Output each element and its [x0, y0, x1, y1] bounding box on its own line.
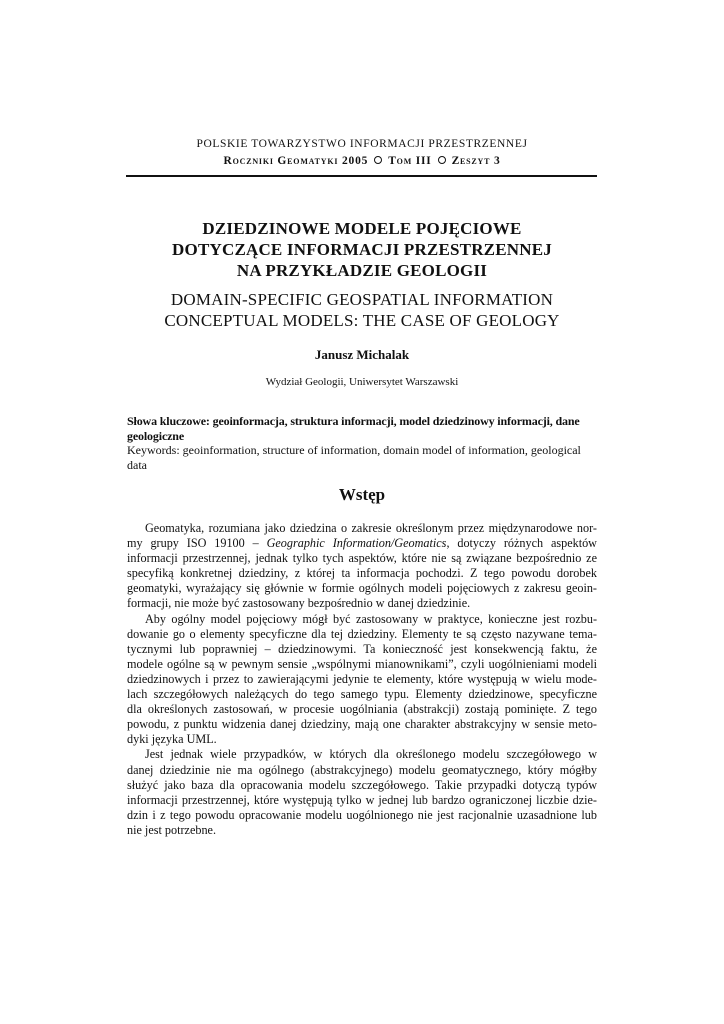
author-name: Janusz Michalak	[314, 347, 410, 362]
paragraph-line: powodu, z punktu widzenia danej dziedziny, mają one charakter abstrakcyjny w sensie meto-	[127, 717, 597, 732]
paragraph-line: geomatyki, wyrażający się głównie w formie ogólnych modeli pojęciowych z zakresu geoin-	[127, 581, 597, 596]
paragraph-line: nie jest potrzebne.	[127, 822, 217, 837]
paragraph-line: dzin i z tego powodu opracowanie modelu uogólnionego nie jest racjonalnie uzasadnione lub	[127, 807, 597, 822]
paragraph-line: lach szczegółowych należących do tego samego typu. Elementy dziedzinowe, specyficzne	[127, 687, 597, 702]
paragraph-line: formacji, nie może być zastosowany bezpośrednio w danej dziedzinie.	[127, 596, 471, 611]
bullet-circle-icon	[438, 156, 446, 164]
paragraph-line: dziedzinowych i przez to zawierającymi jedynie te elementy, które występują w wielu mode-	[127, 671, 597, 686]
title-polish-line: NA PRZYKŁADZIE GEOLOGII	[236, 261, 488, 280]
paragraph-line: modele ogólne są w pewnym sensie „wspólnymi mianownikami”, czyli uogólnieniami modeli	[127, 656, 597, 671]
body-text	[127, 521, 597, 838]
title-polish	[100, 218, 624, 281]
paragraph	[127, 747, 597, 838]
title-polish-line: DOTYCZĄCE INFORMACJI PRZESTRZENNEJ	[172, 240, 552, 259]
header-journal-line	[0, 155, 724, 167]
paragraph-line: Jest jednak wiele przypadków, w których dla określonego modelu szczegółowego w	[145, 747, 597, 762]
paragraph-line: dla określonych zastosowań, w procesie uogólniania (abstrakcji) zostają pominięte. Z tego	[127, 702, 597, 717]
section-heading: Wstęp	[338, 485, 386, 504]
keywords-english-line: Keywords: geoinformation, structure of information, domain model of information, geological	[127, 443, 581, 457]
journal-name: Roczniki Geomatyki 2005	[223, 155, 369, 167]
paragraph-line: informacji przestrzennej, jednak tylko tych aspektów, które nie są związane bezpośrednio ze	[127, 551, 597, 566]
paragraph	[127, 521, 597, 612]
paragraph-line: dyki języka UML.	[127, 732, 217, 747]
keywords-polish	[127, 414, 597, 443]
header-divider	[126, 175, 597, 177]
header-organization: POLSKIE TOWARZYSTWO INFORMACJI PRZESTRZENNEJ	[196, 138, 528, 150]
paragraph-line: informacji przestrzennej, które występują tylko w jednej lub bardzo ograniczonej liczbie dzie-	[127, 792, 597, 807]
title-polish-line: DZIEDZINOWE MODELE POJĘCIOWE	[202, 219, 522, 238]
paragraph-line: Aby ogólny model pojęciowy mógł być zastosowany w praktyce, konieczne jest rozbu-	[145, 611, 597, 626]
author-affiliation: Wydział Geologii, Uniwersytet Warszawski	[265, 376, 459, 388]
title-english-line: DOMAIN-SPECIFIC GEOSPATIAL INFORMATION	[170, 290, 554, 309]
paragraph-line: danej dziedzinie nie ma ogólnego (abstrakcyjnego) modelu geomatycznego, który mógłby	[127, 762, 597, 777]
title-english	[100, 289, 624, 331]
journal-issue: Zeszyt 3	[451, 155, 501, 167]
paragraph-line: służyć jako baza dla opracowania modelu szczegółowego. Takie przypadki dotyczą typów	[127, 777, 597, 792]
journal-volume: Tom III	[388, 155, 432, 167]
paragraph-line: Geomatyka, rozumiana jako dziedzina o zakresie określonym przez międzynarodowe nor-	[145, 521, 597, 535]
paragraph	[127, 612, 597, 748]
paragraph-line: my grupy ISO 19100 – Geographic Information/Geomatics, dotyczy różnych aspektów	[127, 536, 597, 551]
keywords-english	[127, 443, 597, 472]
keywords-polish-line: Słowa kluczowe: geoinformacja, struktura informacji, model dziedzinowy informacji, dane	[127, 414, 580, 428]
paragraph-line: dowanie go o elementy specyficzne dla tej dziedziny. Elementy te są często nazywane tema-	[127, 626, 597, 641]
italic-term: Geographic Information/Geomatics	[266, 536, 447, 551]
paragraph-line: specyfiką konkretnej dziedziny, z której ta informacja pochodzi. Z tego powodu dorobek	[127, 566, 597, 581]
paragraph-line: tycznymi lub poprawniej – dziedzinowymi. Ta konieczność jest konsekwencją faktu, że	[127, 641, 597, 656]
title-english-line: CONCEPTUAL MODELS: THE CASE OF GEOLOGY	[164, 311, 560, 330]
keywords-polish-line: geologiczne	[127, 428, 184, 443]
keywords-english-line: data	[127, 457, 147, 472]
bullet-circle-icon	[374, 156, 382, 164]
keywords-block	[127, 414, 597, 472]
